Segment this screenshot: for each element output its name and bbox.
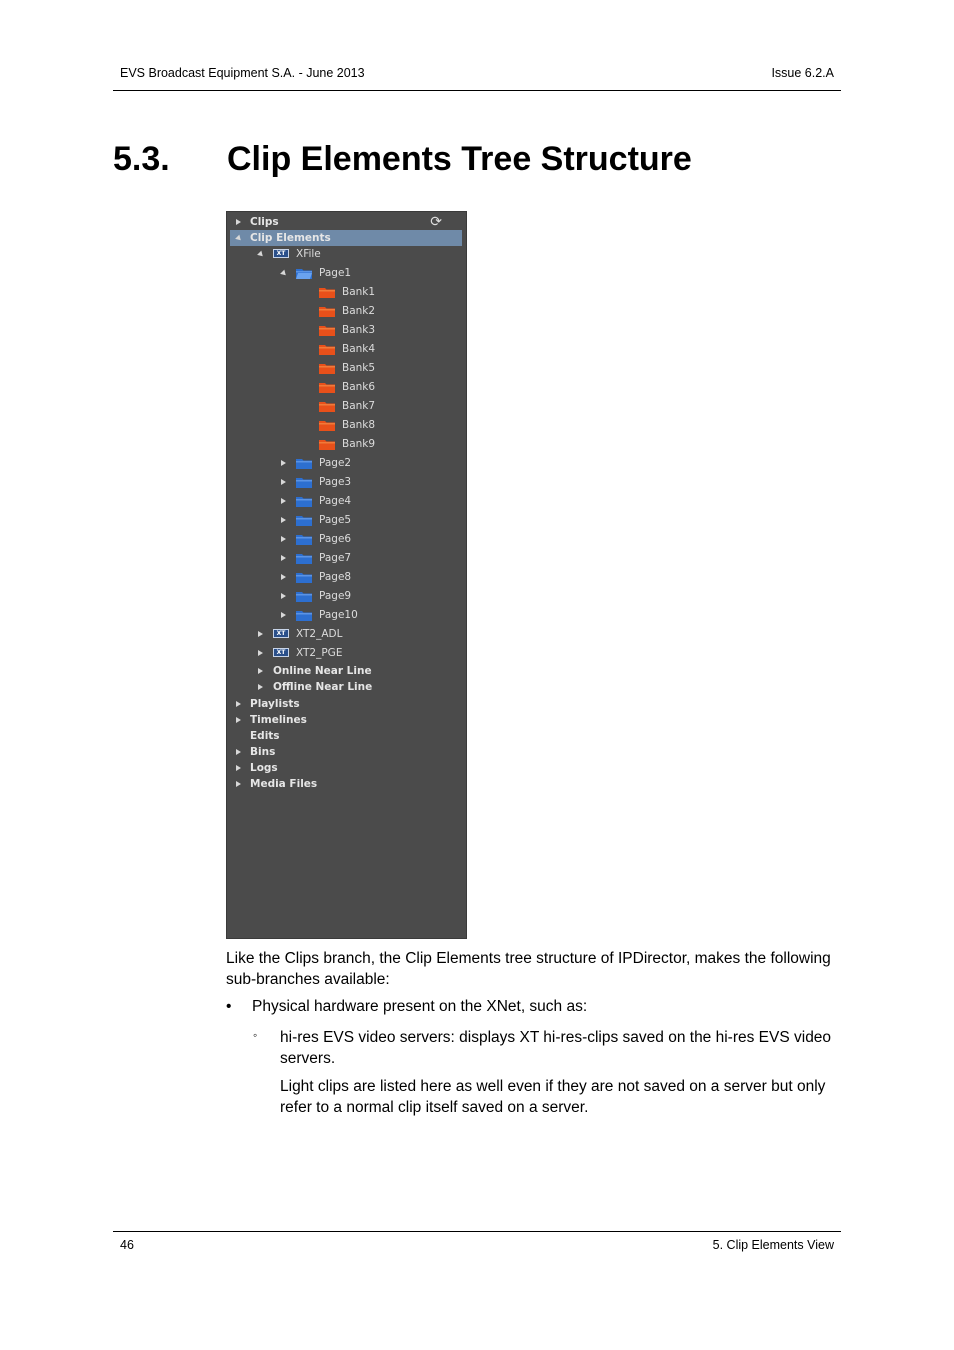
folder-open-icon [296,268,312,284]
collapsed-arrow-icon[interactable] [281,536,286,542]
collapsed-arrow-icon[interactable] [236,219,241,225]
page-number: 46 [120,1238,134,1252]
collapsed-arrow-icon[interactable] [258,668,263,674]
tree-item-label: Online Near Line [273,665,372,677]
folder-orange-icon [319,344,335,360]
footer-rule [113,1231,841,1232]
tree-item[interactable] [227,663,466,679]
collapsed-arrow-icon[interactable] [258,650,263,656]
tree-item-label: Page7 [319,552,352,564]
tree-item-label: Clips [250,216,279,228]
tree-item[interactable] [227,744,466,760]
tree-item-label: XT2_PGE [296,647,343,659]
tree-item[interactable] [230,230,462,246]
expanded-arrow-icon[interactable] [235,235,243,243]
refresh-icon[interactable]: ⟳ [430,214,442,230]
tree-item[interactable] [227,512,466,528]
tree-item[interactable] [227,341,466,357]
tree-item-label: Timelines [250,714,307,726]
header-left: EVS Broadcast Equipment S.A. - June 2013 [120,66,365,80]
tree-item[interactable] [227,712,466,728]
collapsed-arrow-icon[interactable] [281,460,286,466]
header-rule [113,90,841,91]
folder-blue-icon [296,477,312,493]
footer-chapter: 5. Clip Elements View [712,1238,834,1252]
folder-orange-icon [319,401,335,417]
tree-item-label: Clip Elements [250,232,331,244]
tree-item-label: Page1 [319,267,352,279]
tree-item-label: Bank1 [342,286,376,298]
tree-item-label: Bank4 [342,343,376,355]
folder-blue-icon [296,458,312,474]
tree-item[interactable] [227,569,466,585]
tree-item[interactable] [227,728,466,744]
folder-blue-icon [296,553,312,569]
bullet-physical-hardware: Physical hardware present on the XNet, such as: [252,998,588,1015]
collapsed-arrow-icon[interactable] [258,684,263,690]
collapsed-arrow-icon[interactable] [281,479,286,485]
tree-item-label: Page9 [319,590,352,602]
collapsed-arrow-icon[interactable] [236,749,241,755]
tree-item[interactable] [227,776,466,792]
xt-server-icon: XT [273,648,289,657]
folder-orange-icon [319,420,335,436]
tree-item-label: Logs [250,762,278,774]
tree-item[interactable] [227,436,466,452]
tree-item-label: Page2 [319,457,352,469]
collapsed-arrow-icon[interactable] [281,574,286,580]
expanded-arrow-icon[interactable] [257,251,265,259]
tree-item-label: Edits [250,730,280,742]
folder-blue-icon [296,496,312,512]
bullet-hires-servers: hi-res EVS video servers: displays XT hi-res-clips saved on the hi-res EVS video servers. [280,1029,832,1067]
tree-item[interactable] [227,246,466,262]
folder-blue-icon [296,610,312,626]
collapsed-arrow-icon[interactable] [258,631,263,637]
folder-orange-icon [319,287,335,303]
tree-item[interactable] [227,455,466,471]
tree-item[interactable] [227,607,466,623]
tree-item-label: Bank6 [342,381,376,393]
expanded-arrow-icon[interactable] [280,270,288,278]
light-clips-note: Light clips are listed here as well even if they are not saved on a server but only refer to a normal clip itself saved on a server. [280,1078,826,1116]
tree-item[interactable] [227,474,466,490]
tree-item-label: Page4 [319,495,352,507]
collapsed-arrow-icon[interactable] [236,765,241,771]
tree-item-label: Media Files [250,778,318,790]
tree-item[interactable] [227,284,466,300]
tree-item-label: Bank3 [342,324,376,336]
tree-item-label: XT2_ADL [296,628,343,640]
tree-item-label: Bank8 [342,419,376,431]
tree-item-label: Page10 [319,609,358,621]
tree-item[interactable] [227,265,466,281]
collapsed-arrow-icon[interactable] [281,555,286,561]
tree-item-label: Bank2 [342,305,376,317]
tree-item-label: Page8 [319,571,352,583]
tree-item[interactable] [227,360,466,376]
tree-item-label: Page6 [319,533,352,545]
tree-item-label: XFile [296,248,321,260]
tree-item[interactable] [227,303,466,319]
tree-item[interactable] [227,626,466,642]
folder-orange-icon [319,439,335,455]
header-right: Issue 6.2.A [771,66,834,80]
tree-item[interactable] [227,531,466,547]
tree-item-label: Page5 [319,514,352,526]
folder-blue-icon [296,515,312,531]
tree-item[interactable] [227,417,466,433]
section-title: Clip Elements Tree Structure [227,140,692,178]
intro-paragraph: Like the Clips branch, the Clip Elements tree structure of IPDirector, makes the following sub-branches available: [226,950,831,988]
collapsed-arrow-icon[interactable] [281,593,286,599]
folder-blue-icon [296,572,312,588]
folder-orange-icon [319,306,335,322]
tree-item-label: Offline Near Line [273,681,373,693]
folder-orange-icon [319,363,335,379]
tree-item-label: Bins [250,746,276,758]
tree-item[interactable] [227,214,466,230]
tree-item[interactable] [227,398,466,414]
collapsed-arrow-icon[interactable] [236,701,241,707]
collapsed-arrow-icon[interactable] [281,612,286,618]
tree-item[interactable] [227,379,466,395]
folder-orange-icon [319,325,335,341]
collapsed-arrow-icon[interactable] [281,498,286,504]
xt-server-icon: XT [273,249,289,258]
tree-item[interactable] [227,760,466,776]
tree-item[interactable] [227,493,466,509]
collapsed-arrow-icon[interactable] [281,517,286,523]
folder-blue-icon [296,534,312,550]
tree-item[interactable] [227,645,466,661]
tree-item-label: Bank9 [342,438,376,450]
tree-item[interactable] [227,588,466,604]
folder-orange-icon [319,382,335,398]
tree-item-label: Bank5 [342,362,376,374]
tree-item[interactable] [227,696,466,712]
tree-item[interactable] [227,679,466,695]
collapsed-arrow-icon[interactable] [236,717,241,723]
section-number: 5.3. [113,140,170,178]
clip-elements-tree [226,211,467,939]
tree-item-label: Page3 [319,476,352,488]
collapsed-arrow-icon[interactable] [236,781,241,787]
tree-item[interactable] [227,322,466,338]
tree-item-label: Bank7 [342,400,376,412]
bullet-circle-icon: ◦ [253,1028,258,1042]
bullet-dot-icon: • [226,998,232,1015]
xt-server-icon: XT [273,629,289,638]
folder-blue-icon [296,591,312,607]
tree-item-label: Playlists [250,698,300,710]
tree-item[interactable] [227,550,466,566]
